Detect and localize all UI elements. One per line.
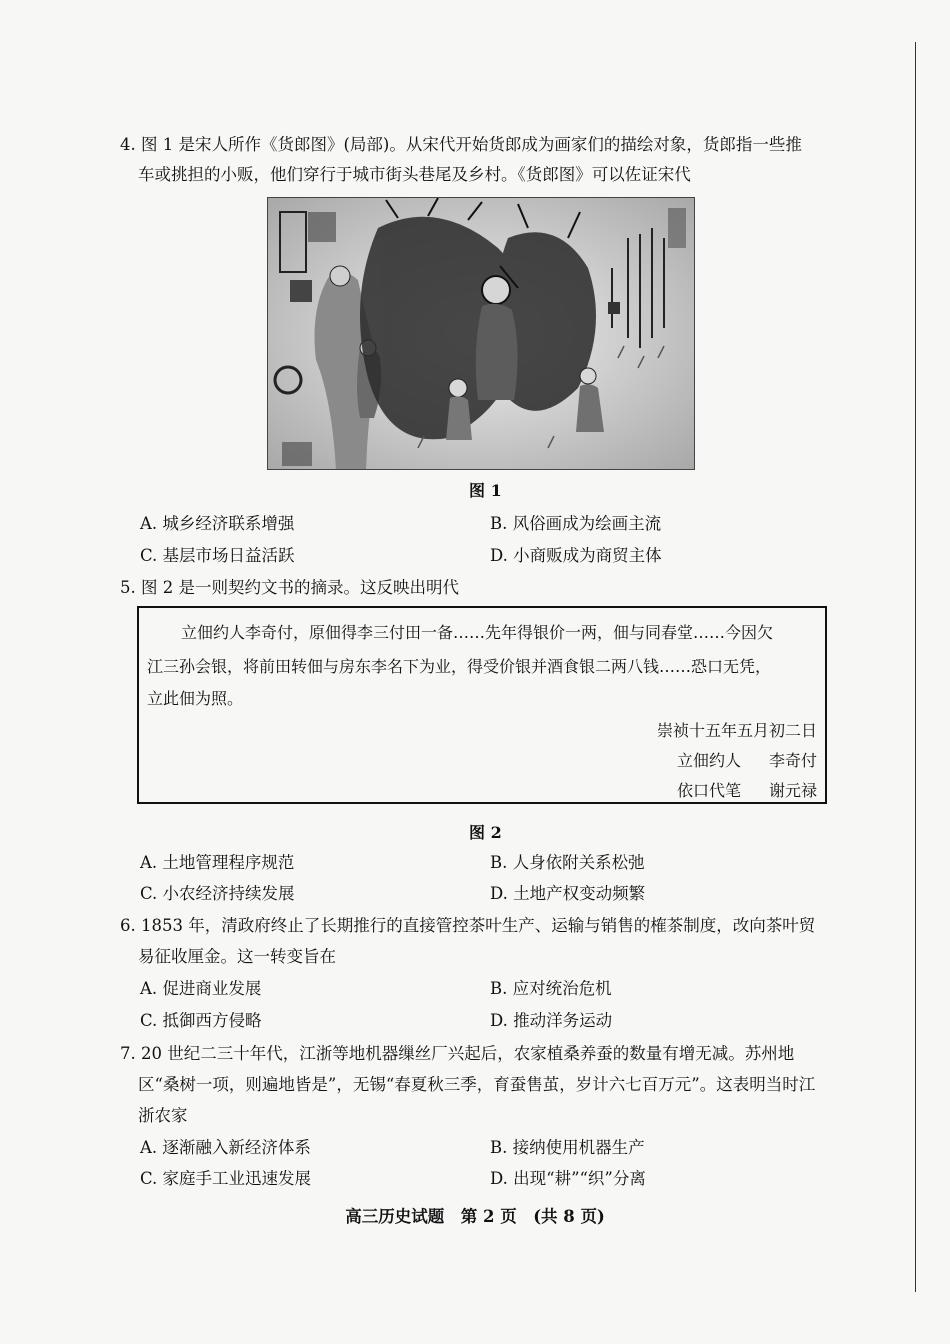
q7-option-b[interactable]: B. 接纳使用机器生产	[490, 1138, 645, 1157]
page-margin-rule	[915, 42, 916, 1292]
contract-scribe-label: 依口代笔	[677, 781, 742, 800]
q5-option-b[interactable]: B. 人身依附关系松弛	[490, 853, 645, 872]
q5-option-c[interactable]: C. 小农经济持续发展	[140, 884, 295, 903]
q4-option-b[interactable]: B. 风俗画成为绘画主流	[490, 514, 662, 533]
q7-stem-line2: 区“桑树一项，则遍地皆是”，无锡“春夏秋三季，育蚕售茧，岁计六七百万元”。这表明当时江	[138, 1075, 816, 1094]
q5-option-d[interactable]: D. 土地产权变动频繁	[490, 884, 646, 903]
q4-option-d[interactable]: D. 小商贩成为商贸主体	[490, 546, 662, 565]
q5-option-a[interactable]: A. 土地管理程序规范	[140, 853, 295, 872]
q6-option-c[interactable]: C. 抵御西方侵略	[140, 1011, 262, 1030]
q5-stem: 5. 图 2 是一则契约文书的摘录。这反映出明代	[120, 578, 459, 597]
q6-stem-line2: 易征收厘金。这一转变旨在	[138, 947, 336, 966]
q6-option-b[interactable]: B. 应对统治危机	[490, 979, 612, 998]
contract-line-3: 立此佃为照。	[147, 689, 244, 708]
figure-1-huolangtu-painting	[267, 197, 695, 470]
q6-stem-line1: 6. 1853 年，清政府终止了长期推行的直接管控茶叶生产、运输与销售的榷茶制度，改向茶叶贸	[120, 916, 816, 935]
figure-2-caption: 图 2	[469, 823, 502, 842]
contract-signer-label: 立佃约人	[677, 751, 742, 770]
q7-stem-line3: 浙农家	[138, 1106, 188, 1125]
contract-date: 崇祯十五年五月初二日	[656, 721, 817, 740]
q4-stem-line2: 车或挑担的小贩，他们穿行于城市街头巷尾及乡村。《货郎图》可以佐证宋代	[138, 165, 691, 184]
figure-1-caption: 图 1	[469, 481, 502, 500]
q7-stem-line1: 7. 20 世纪二三十年代，江浙等地机器缫丝厂兴起后，农家植桑养蚕的数量有增无减。苏州地	[120, 1044, 795, 1063]
q6-option-d[interactable]: D. 推动洋务运动	[490, 1011, 613, 1030]
q7-option-c[interactable]: C. 家庭手工业迅速发展	[140, 1169, 312, 1188]
q7-option-a[interactable]: A. 逐渐融入新经济体系	[140, 1138, 311, 1157]
page-footer: 高三历史试题 第 2 页 (共 8 页)	[345, 1207, 605, 1226]
q6-option-a[interactable]: A. 促进商业发展	[140, 979, 262, 998]
contract-signer-name: 李奇付	[768, 751, 817, 770]
q4-stem-line1: 4. 图 1 是宋人所作《货郎图》(局部)。从宋代开始货郎成为画家们的描绘对象，货郎指一些推	[120, 135, 802, 154]
q4-option-c[interactable]: C. 基层市场日益活跃	[140, 546, 295, 565]
contract-line-1: 立佃约人李奇付，原佃得李三付田一备……先年得银价一两，佃与同春堂……今因欠	[181, 623, 774, 642]
contract-line-2: 江三孙会银，将前田转佃与房东李名下为业，得受价银并酒食银二两八钱……恐口无凭，	[147, 657, 772, 676]
contract-scribe-name: 谢元禄	[768, 781, 817, 800]
figure-2-contract-box	[137, 606, 827, 804]
painting-illustration	[268, 198, 694, 469]
q7-option-d[interactable]: D. 出现“耕”“织”分离	[490, 1169, 646, 1188]
q4-option-a[interactable]: A. 城乡经济联系增强	[140, 514, 295, 533]
